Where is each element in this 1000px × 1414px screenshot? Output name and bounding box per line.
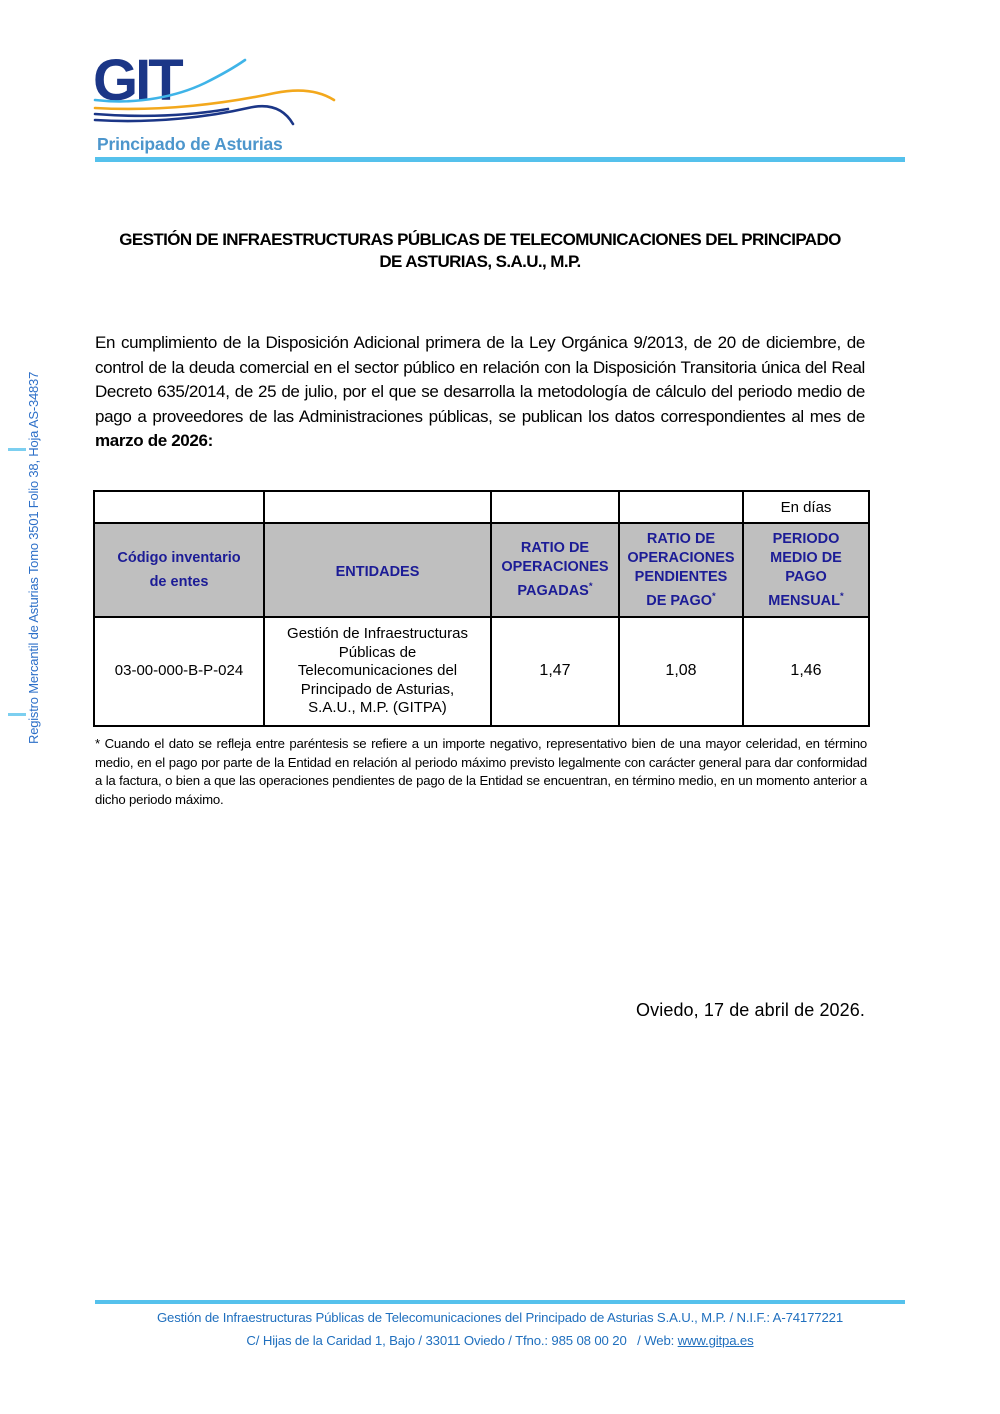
empty-cell: [94, 491, 264, 523]
intro-highlight: marzo de 2026:: [95, 431, 213, 451]
logo-acronym: GIT: [93, 52, 181, 113]
table-units-row: [94, 491, 869, 523]
title-line-2: DE ASTURIAS, S.A.U., M.P.: [379, 251, 581, 271]
table-header-row: [94, 523, 869, 617]
cell-periodo-medio: 1,46: [743, 617, 869, 726]
cell-ratio-pagadas: 1,47: [491, 617, 619, 726]
registry-side-text: Registro Mercantil de Asturias Tomo 3501 Folio 38, Hoja AS-34837: [26, 371, 41, 744]
pmp-table: [93, 490, 870, 727]
footer-line-1: Gestión de Infraestructuras Públicas de Telecomunicaciones del Principado de Asturias S.A.U., M.P. / N.I.F.: A-74177221: [156, 1310, 844, 1325]
empty-cell: [264, 491, 491, 523]
table-data-row: [94, 617, 869, 726]
col-header-ratio-pagadas: RATIO DE OPERACIONES PAGADAS*: [491, 523, 619, 617]
empty-cell: [619, 491, 743, 523]
dateline: Oviedo, 17 de abril de 2026.: [636, 1000, 865, 1020]
footer-rule: [95, 1300, 905, 1304]
units-label-cell: En días: [743, 491, 869, 523]
col-header-ratio-pendientes: RATIO DE OPERACIONES PENDIENTES DE PAGO*: [619, 523, 743, 617]
empty-cell: [491, 491, 619, 523]
cell-entity-code: 03-00-000-B-P-024: [94, 617, 264, 726]
document-title: [95, 229, 865, 272]
cell-entity-name: Gestión de Infraestructuras Públicas de Telecomunicaciones del Principado de Asturias, S.A.U., M.P. (GITPA): [264, 617, 491, 726]
col-header-codigo-inventario: Código inventario de entes: [94, 523, 264, 617]
logo-subtitle: Principado de Asturias: [97, 134, 283, 154]
header-rule: [95, 157, 905, 162]
footer-line-2: [95, 1333, 905, 1348]
cell-ratio-pendientes: 1,08: [619, 617, 743, 726]
col-header-periodo-medio: PERIODO MEDIO DE PAGO MENSUAL*: [743, 523, 869, 617]
col-header-entidades: ENTIDADES: [264, 523, 491, 617]
intro-paragraph: [95, 331, 865, 454]
title-line-1: GESTIÓN DE INFRAESTRUCTURAS PÚBLICAS DE TELECOMUNICACIONES DEL PRINCIPADO: [119, 230, 841, 249]
footer-web-link[interactable]: www.gitpa.es: [677, 1333, 754, 1348]
fold-mark-top: [8, 448, 26, 451]
intro-text: En cumplimiento de la Disposición Adicional primera de la Ley Orgánica 9/2013, de 20 de diciembre, de control de la deuda comercial en el sector público en relación con la Disposición Transitoria única del Real Decreto 635/2014, de 25 de julio, por el que se desarrolla la metodología de cálculo del periodo medio de pago a proveedores de las Administraciones públicas, se publican los datos correspondientes al mes de: [95, 333, 865, 426]
footer-address: C/ Hijas de la Caridad 1, Bajo / 33011 Oviedo / Tfno.: 985 08 00 20 / Web:: [246, 1333, 678, 1348]
footnote: * Cuando el dato se refleja entre paréntesis se refiere a un importe negativo, representativo bien de una mayor celeridad, en término medio, en el pago por parte de la Entidad en relación al periodo máximo previsto legalmente con carácter general para dar conformidad a la factura, o bien a que las operaciones pendientes de pago de la Entidad se encuentran, en término medio, en un momento anterior a dicho periodo máximo.: [95, 736, 867, 807]
fold-mark-bottom: [8, 713, 26, 716]
